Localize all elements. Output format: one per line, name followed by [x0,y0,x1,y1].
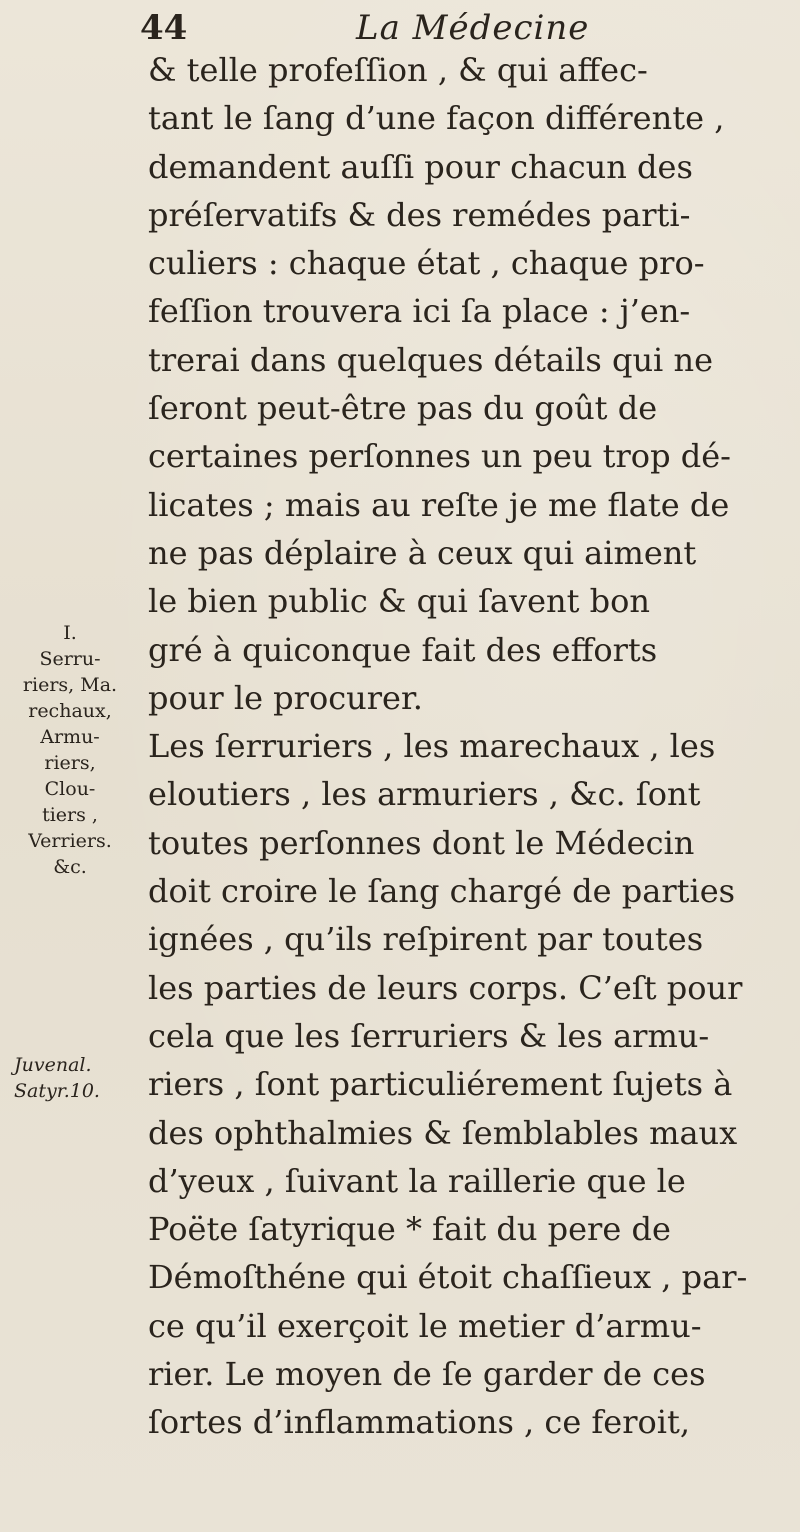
text-line: culiers : chaque état , chaque pro- [148,244,705,283]
margin-note-line: I. [63,622,77,644]
text-line: cela que les ſerruriers & les armu- [148,1016,710,1055]
text-line: ſeront peut-être pas du goût de [148,389,658,428]
margin-note-line: Serru- [39,648,101,670]
running-title: La Médecine [356,8,590,48]
text-line: d’yeux , ſuivant la raillerie que le [148,1161,686,1200]
margin-note-citation [0,1052,154,1104]
text-line: & telle profeſſion , & qui affec- [148,51,648,89]
text-line: Poëte ſatyrique * fait du pere de [148,1210,671,1249]
text-line: le bien public & qui ſavent bon [148,582,651,621]
text-line: ignées , qu’ils reſpirent par toutes [148,920,704,959]
text-line: ne pas déplaire à ceux qui aiment [148,533,697,572]
text-line: eloutiers , les armuriers , &c. ſont [148,775,701,814]
text-line: demandent auſſi pour chacun des [148,147,693,186]
text-line: préſervatifs & des remédes parti- [148,195,691,234]
margin-note-line: Clou- [44,778,96,800]
text-line: doit croire le ſang chargé de parties [148,872,736,911]
margin-note-line: Verriers. [28,830,112,852]
text-line: certaines perſonnes un peu trop dé- [148,437,731,476]
text-line: feſſion trouvera ici ſa place : j’en- [148,292,691,331]
margin-note-line: tiers , [42,804,98,826]
text-line: ce qu’il exerçoit le metier d’armu- [148,1306,702,1345]
text-line: riers , ſont particuliérement ſujets à [148,1065,733,1104]
text-line: trerai dans quelques détails qui ne [148,340,713,379]
margin-note-line: rechaux, [28,700,112,722]
text-line: licates ; mais au reſte je me flate de [148,485,730,524]
text-line: pour le procurer. [148,678,423,717]
text-line: Les ſerruriers , les marechaux , les [148,727,716,766]
margin-note-line: Juvenal. [14,1054,92,1076]
page-number: 44 [140,8,188,48]
text-line: ſortes d’inflammations , ce feroit, [148,1403,691,1442]
text-line: des ophthalmies & ſemblables maux [148,1113,738,1152]
text-line: rier. Le moyen de ſe garder de ces [148,1355,706,1394]
margin-note-line: &c. [53,856,87,878]
margin-note-trades [0,620,140,880]
margin-note-line: Armu- [40,726,100,748]
page-header [140,6,780,50]
text-line: gré à quiconque fait des efforts [148,630,658,669]
body-text [148,46,788,1447]
text-line: toutes perſonnes dont le Médecin [148,823,695,862]
margin-note-line: Satyr.10. [14,1080,100,1102]
margin-note-line: riers, Ma. [22,674,118,696]
text-line: Démoſthéne qui étoit chaſſieux , par- [148,1258,748,1297]
text-line: tant le ſang d’une façon différente , [148,99,725,138]
margin-note-line: riers, [44,752,96,774]
text-line: les parties de leurs corps. C’eſt pour [148,968,743,1007]
